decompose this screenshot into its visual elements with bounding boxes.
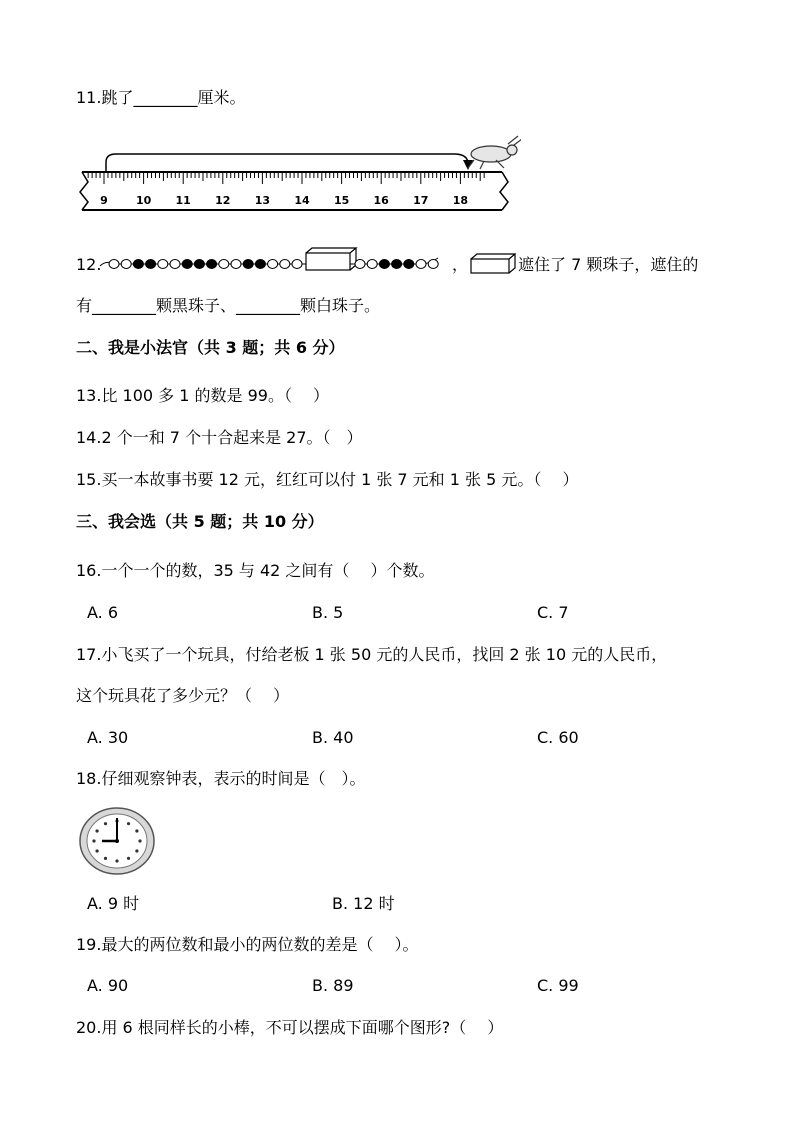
white-bead <box>268 260 278 269</box>
cover-box <box>306 253 350 270</box>
clock-hour-mark <box>127 857 130 860</box>
q18-option-b: B. 12 时 <box>332 894 395 913</box>
white-bead <box>231 260 241 269</box>
clock-hour-mark <box>115 859 118 862</box>
q16-option-a: A. 6 <box>87 603 119 622</box>
q16-text: 16.一个一个的数，35 与 42 之间有（ ）个数。 <box>76 561 435 580</box>
q17-option-c: C. 60 <box>537 728 579 747</box>
grasshopper-icon <box>468 136 521 169</box>
clock-hour-mark <box>138 839 141 842</box>
white-bead <box>355 260 365 269</box>
ruler-label: 13 <box>254 194 271 207</box>
black-bead <box>146 260 156 269</box>
black-bead <box>194 260 204 269</box>
ruler-label: 11 <box>175 194 191 207</box>
clock-hour-mark <box>135 829 138 832</box>
white-bead <box>292 260 302 269</box>
black-bead <box>182 260 192 269</box>
beads-right <box>355 260 438 269</box>
white-bead <box>428 260 438 269</box>
q16-option-b: B. 5 <box>312 603 344 622</box>
q12-separator: ， <box>452 255 469 274</box>
black-bead <box>133 260 143 269</box>
ruler-label: 17 <box>413 194 429 207</box>
clock-hour-mark <box>104 857 107 860</box>
white-bead <box>121 260 131 269</box>
section2-heading: 二、我是小法官（共 3 题；共 6 分） <box>76 338 345 357</box>
ruler-label: 10 <box>135 194 152 207</box>
white-bead <box>219 260 229 269</box>
q19-text: 19.最大的两位数和最小的两位数的差是（ ）。 <box>76 935 419 954</box>
q17-option-a: A. 30 <box>87 728 129 747</box>
clock-hour-mark <box>104 822 107 825</box>
q16-option-c: C. 7 <box>537 603 569 622</box>
black-bead <box>207 260 217 269</box>
q20-text: 20.用 6 根同样长的小棒，不可以摆成下面哪个图形?（ ） <box>76 1018 504 1037</box>
white-bead <box>170 260 180 269</box>
ruler-label: 18 <box>452 194 469 207</box>
black-bead <box>243 260 253 269</box>
clock-hour-mark <box>127 822 130 825</box>
ruler-label: 9 <box>100 194 108 207</box>
q19-option-c: C. 99 <box>537 976 579 995</box>
clock-hour-mark <box>95 829 98 832</box>
ruler-label: 14 <box>294 194 310 207</box>
white-bead <box>280 260 290 269</box>
q15-text: 15.买一本故事书要 12 元，红红可以付 1 张 7 元和 1 张 5 元。（ ） <box>76 470 579 489</box>
clock-hour-mark <box>92 839 95 842</box>
q17-option-b: B. 40 <box>312 728 354 747</box>
ruler-label: 15 <box>333 194 350 207</box>
cover-box-icon <box>470 252 516 274</box>
q18-text: 18.仔细观察钟表，表示的时间是（ ）。 <box>76 769 366 788</box>
black-bead <box>255 260 265 269</box>
q17-line1: 17.小飞买了一个玩具，付给老板 1 张 50 元的人民币，找回 2 张 10 元的人民币， <box>76 645 668 664</box>
q19-option-b: B. 89 <box>312 976 354 995</box>
jump-arc <box>106 154 468 172</box>
clock-hour-mark <box>95 849 98 852</box>
q12-prefix: 12. <box>76 255 102 274</box>
white-bead <box>416 260 426 269</box>
jump-arrowhead <box>463 160 473 170</box>
ruler-label: 12 <box>215 194 231 207</box>
q18-option-a: A. 9 时 <box>87 894 140 913</box>
section3-heading: 三、我会选（共 5 题；共 10 分） <box>76 512 324 531</box>
clock-hour-mark <box>135 849 138 852</box>
q11-text: 11.跳了________厘米。 <box>76 88 246 107</box>
q19-option-a: A. 90 <box>87 976 129 995</box>
ruler-label: 16 <box>373 194 389 207</box>
white-bead <box>367 260 377 269</box>
clock-icon <box>78 806 156 876</box>
black-bead <box>379 260 389 269</box>
black-bead <box>392 260 402 269</box>
bead-string-figure <box>98 244 440 276</box>
ruler-figure <box>76 134 521 214</box>
white-bead <box>158 260 168 269</box>
black-bead <box>404 260 414 269</box>
q17-line2: 这个玩具花了多少元？（ ） <box>76 686 290 705</box>
q13-text: 13.比 100 多 1 的数是 99。（ ） <box>76 386 330 405</box>
white-bead <box>109 260 119 269</box>
q14-text: 14.2 个一和 7 个十合起来是 27。（ ） <box>76 428 363 447</box>
q12-text-b: 有________颗黑珠子、________颗白珠子。 <box>76 296 381 315</box>
q12-text-a: 遮住了 7 颗珠子，遮住的 <box>518 255 699 274</box>
